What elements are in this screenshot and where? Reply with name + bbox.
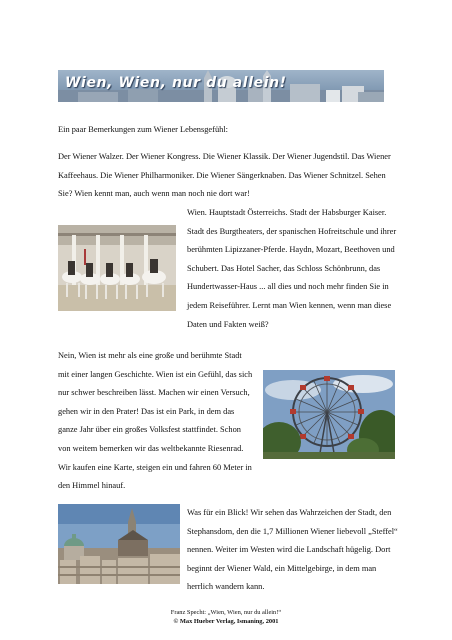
riesenrad-photo xyxy=(263,370,395,459)
footer-credit xyxy=(0,608,452,626)
riding-school-photo xyxy=(58,225,176,311)
spanish-riding-school-photo xyxy=(58,225,176,311)
paragraph-1: Der Wiener Walzer. Der Wiener Kongress. Die Wiener Klassik. Der Wiener Jugendstil. Das Wiener Kaffeehaus. Die Wiener Philharmoniker. Die Wiener Sängerknaben. Das Wiener Schnitzel. Sehen Sie? Wien kennt man, auch wenn man noch nie dort war! xyxy=(58,152,391,199)
paragraph-3: Nein, Wien ist mehr als eine große und berühmte Stadt mit einer langen Geschichte. Wien ist ein Gefühl, das sich nur schwer beschreiben lässt. Machen wir einen Versuch, gehen wir in den Prater! Das ist ein Park, in dem das ganze Jahr über ein großes Volksfest stattfindet. Schon von weitem bemerken wir das weltbekannte Riesenrad. Wir kaufen eine Karte, steigen ein und fahren 60 Meter in den Himmel hinauf. xyxy=(58,351,253,491)
cityscape-photo xyxy=(58,504,180,584)
riesenrad-ferris-wheel-photo xyxy=(263,370,395,459)
intro-line: Ein paar Bemerkungen zum Wiener Lebensgefühl: xyxy=(58,125,228,134)
paragraph-2: Wien. Hauptstadt Österreichs. Stadt der Habsburger Kaiser. Stadt des Burgtheaters, der spanischen Hofreitschule und ihrer berühmten Lipizzaner-Pferde. Haydn, Mozart, Beethoven und Schubert. Das Hotel Sacher, das Schloss Schönbrunn, das Hundertwasser-Haus ... all dies und noch mehr finden Sie in jedem Reiseführer. Lernt man Wien kennen, wenn man diese Daten und Fakten weiß? xyxy=(187,208,397,329)
title-banner xyxy=(58,70,384,102)
footer-book-title: Franz Specht: „Wien, Wien, nur du allein!“ xyxy=(170,609,282,616)
paragraph-4: Was für ein Blick! Wir sehen das Wahrzeichen der Stadt, den Stephansdom, den die 1,7 Millionen Wiener liebevoll „Steffel“ nennen. Weiter im Westen wird die Landschaft hügelig. Dort beginnt der Wiener Wald, ein Mittelgebirge, in dem man herrlich wandern kann. xyxy=(187,508,398,592)
vienna-cityscape-stephansdom-photo xyxy=(58,504,180,584)
footer-copyright: © Max Hueber Verlag, Ismaning, 2001 xyxy=(173,618,279,625)
banner-title: Wien, Wien, nur du allein! xyxy=(65,75,287,91)
